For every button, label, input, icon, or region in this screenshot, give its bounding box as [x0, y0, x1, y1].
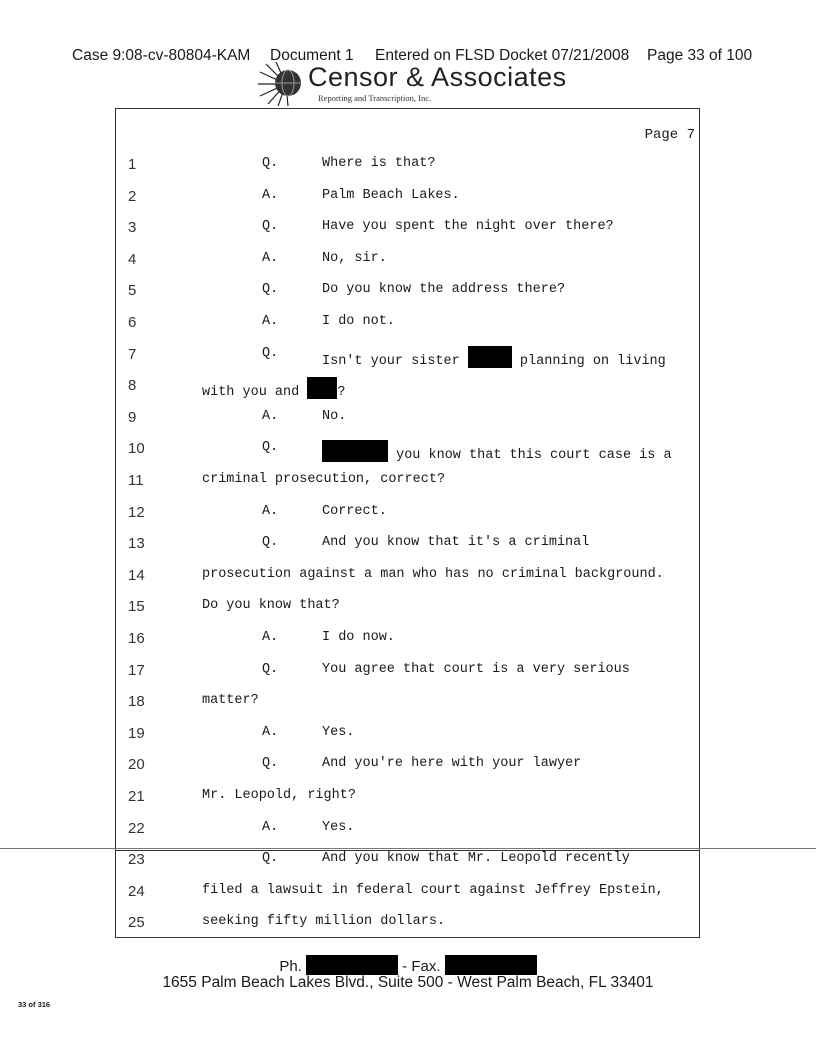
text-segment: Mr. Leopold, right? [202, 788, 356, 803]
transcript-line [0, 156, 816, 176]
line-text [202, 693, 259, 708]
text-segment: Yes. [322, 724, 355, 740]
text-segment: prosecution against a man who has no criminal background. [202, 566, 664, 582]
text-segment: No, sir. [322, 250, 387, 266]
document-number: Document 1 [270, 47, 354, 64]
text-segment: Isn't your sister [322, 353, 468, 369]
text-segment: you know that this court case is a [388, 448, 672, 464]
transcript-line [0, 314, 816, 334]
horizontal-rule [0, 848, 816, 849]
line-number: 16 [128, 630, 145, 647]
company-name: Censor & Associates [308, 62, 567, 92]
line-number: 17 [128, 661, 145, 679]
text-segment: ? [337, 385, 346, 401]
transcript-line [0, 251, 816, 271]
speaker-label: A. [262, 250, 279, 266]
page-counter: 33 of 316 [18, 1000, 51, 1009]
line-text [322, 535, 589, 550]
case-number: Case 9:08-cv-80804-KAM [72, 47, 251, 64]
text-segment: matter? [202, 693, 259, 709]
text-segment: And you know that Mr. Leopold recently [322, 851, 630, 867]
line-number: 8 [128, 377, 137, 395]
company-address: 1655 Palm Beach Lakes Blvd., Suite 500 - West Palm Beach, FL 33401 [162, 974, 654, 991]
redaction-bar [307, 377, 337, 399]
transcript-page-label: Page 7 [644, 127, 695, 143]
line-number: 10 [128, 440, 145, 458]
line-text [322, 188, 460, 203]
transcript-line [0, 662, 816, 682]
line-text [322, 282, 565, 297]
transcript-line [0, 914, 816, 934]
speaker-label: Q. [262, 440, 279, 456]
line-text [322, 504, 387, 519]
text-segment: criminal prosecution, correct? [202, 472, 446, 487]
line-number: 7 [128, 345, 137, 363]
speaker-label: Q. [262, 851, 279, 867]
line-number: 2 [128, 187, 137, 205]
speaker-label: Q. [262, 219, 279, 235]
line-number: 9 [128, 408, 137, 426]
text-segment: I do not. [322, 314, 395, 329]
speaker-label: A. [262, 314, 279, 329]
text-segment: Yes. [322, 819, 355, 835]
speaker-label: Q. [262, 535, 279, 551]
line-text [202, 914, 445, 929]
transcript-line [0, 282, 816, 302]
line-number: 21 [128, 788, 145, 805]
line-text [202, 598, 340, 613]
globe-emblem-icon [258, 62, 314, 106]
transcript-line [0, 756, 816, 776]
line-number: 22 [128, 819, 145, 837]
text-segment: planning on living [511, 353, 666, 369]
line-number: 4 [128, 250, 137, 268]
speaker-label: A. [262, 630, 279, 645]
line-text [202, 567, 664, 582]
speaker-label: A. [262, 819, 279, 835]
speaker-label: Q. [262, 282, 279, 298]
line-number: 20 [128, 756, 145, 774]
line-text [322, 756, 581, 771]
transcript-line [0, 567, 816, 587]
text-segment: I do now. [322, 630, 395, 645]
text-segment: filed a lawsuit in federal court against Jeffrey Epstein, [202, 882, 664, 898]
line-text [322, 219, 614, 234]
line-number: 18 [128, 693, 145, 711]
transcript-line [0, 725, 816, 745]
line-number: 25 [128, 914, 145, 932]
line-text [202, 377, 345, 400]
transcript-line [0, 883, 816, 903]
line-number: 15 [128, 598, 145, 616]
transcript-line [0, 188, 816, 208]
transcript-line [0, 851, 816, 871]
speaker-label: Q. [262, 345, 279, 361]
line-text [322, 156, 435, 171]
text-segment: And you know that it's a criminal [322, 535, 590, 551]
line-number: 6 [128, 314, 137, 331]
line-number: 24 [128, 882, 145, 900]
line-text [322, 251, 387, 266]
text-segment: Do you know the address there? [322, 282, 566, 298]
line-number: 1 [128, 156, 137, 173]
text-segment: Correct. [322, 503, 387, 519]
speaker-label: Q. [262, 156, 279, 171]
docket-entry: Entered on FLSD Docket 07/21/2008 [375, 47, 630, 64]
speaker-label: A. [262, 408, 279, 424]
phone-label: Ph. [279, 958, 302, 975]
transcript-line [0, 693, 816, 713]
text-segment: seeking fifty million dollars. [202, 914, 446, 930]
speaker-label: A. [262, 503, 279, 519]
line-number: 13 [128, 535, 145, 553]
text-segment: Where is that? [322, 156, 436, 171]
transcript-line [0, 630, 816, 650]
line-text [322, 630, 395, 645]
line-number: 11 [128, 472, 144, 489]
line-number: 12 [128, 503, 145, 521]
speaker-label: A. [262, 724, 279, 740]
line-number: 5 [128, 282, 137, 300]
transcript-line [0, 504, 816, 524]
transcript-line [0, 535, 816, 555]
transcript-line [0, 409, 816, 429]
text-segment: No. [322, 408, 347, 424]
line-text [322, 662, 630, 677]
line-text [322, 314, 395, 329]
redaction-bar [445, 955, 537, 975]
line-number: 3 [128, 219, 137, 237]
line-text [322, 346, 666, 369]
text-segment: Do you know that? [202, 598, 340, 614]
company-subtitle: Reporting and Transcription, Inc. [318, 93, 432, 103]
transcript-line [0, 377, 816, 401]
speaker-label: Q. [262, 756, 279, 772]
line-text [322, 409, 346, 424]
line-text [322, 851, 630, 866]
text-segment: And you're here with your lawyer [322, 756, 582, 772]
company-logo [258, 62, 567, 106]
page-count: Page 33 of 100 [647, 47, 753, 64]
line-text [322, 440, 672, 463]
transcript-line [0, 472, 816, 492]
line-number: 14 [128, 566, 145, 584]
redaction-bar [322, 440, 388, 462]
fax-label: - Fax. [402, 958, 441, 975]
redaction-bar [306, 955, 398, 975]
line-number: 19 [128, 724, 145, 742]
line-text [322, 725, 354, 740]
transcript-line [0, 788, 816, 808]
transcript-line [0, 820, 816, 840]
text-segment: You agree that court is a very serious [322, 661, 630, 677]
transcript-line [0, 598, 816, 618]
transcript-line [0, 345, 816, 369]
redaction-bar [468, 346, 512, 368]
transcript-line [0, 219, 816, 239]
text-segment: Palm Beach Lakes. [322, 187, 460, 203]
text-segment: with you and [202, 385, 308, 401]
line-text [322, 820, 354, 835]
line-number: 23 [128, 851, 145, 869]
line-text [202, 472, 445, 487]
speaker-label: Q. [262, 661, 279, 677]
line-text [202, 883, 664, 898]
contact-line [0, 955, 816, 975]
transcript-line [0, 440, 816, 464]
text-segment: Have you spent the night over there? [322, 219, 614, 235]
speaker-label: A. [262, 187, 279, 203]
line-text [202, 788, 356, 803]
